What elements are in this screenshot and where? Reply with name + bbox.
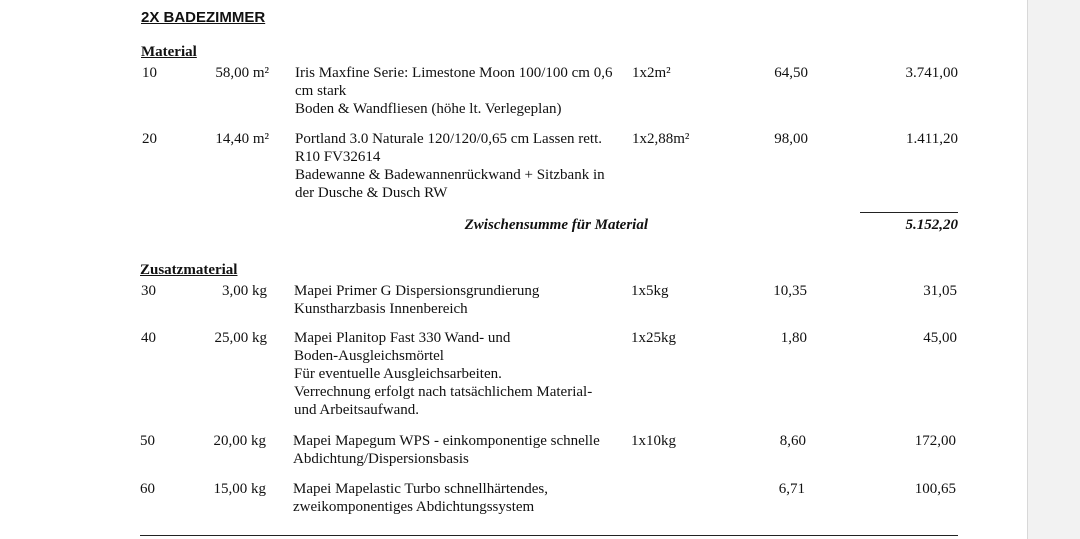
item-unit-price: 1,80 (780, 330, 807, 346)
item-description-line: Für eventuelle Ausgleichsarbeiten. (294, 366, 502, 382)
item-description-line: Mapei Mapelastic Turbo schnellhärtendes, (293, 481, 548, 497)
subtotal-value: 5.152,20 (905, 217, 958, 233)
item-description-line: der Dusche & Dusch RW (295, 185, 448, 201)
item-unit-price: 98,00 (774, 131, 808, 147)
page-edge (1027, 0, 1028, 539)
item-description-line: R10 FV32614 (295, 149, 381, 165)
item-total: 100,65 (914, 481, 956, 497)
item-description-line: Mapei Mapegum WPS - einkomponentige schnelle (293, 433, 600, 449)
item-package: 1x5kg (631, 283, 669, 299)
item-description-line: Badewanne & Badewannenrückwand + Sitzbank in (295, 167, 605, 183)
item-position: 30 (141, 283, 156, 299)
item-position: 20 (142, 131, 157, 147)
bottom-rule (140, 535, 958, 536)
document-title: 2X BADEZIMMER (141, 9, 266, 26)
item-description-line: Mapei Primer G Dispersionsgrundierung (294, 283, 540, 299)
item-total: 1.411,20 (906, 131, 958, 147)
item-total: 31,05 (923, 283, 957, 299)
item-description-line: Boden & Wandfliesen (höhe lt. Verlegeplan) (295, 101, 562, 117)
item-unit-price: 10,35 (773, 283, 807, 299)
item-quantity: 20,00 kg (213, 433, 266, 449)
item-description-line: cm stark (295, 83, 347, 99)
item-description-line: und Arbeitsaufwand. (294, 402, 419, 418)
item-description-line: Iris Maxfine Serie: Limestone Moon 100/100 cm 0,6 (295, 65, 613, 81)
item-position: 10 (142, 65, 157, 81)
item-description-line: Verrechnung erfolgt nach tatsächlichem Material- (294, 384, 593, 400)
item-unit-price: 64,50 (774, 65, 808, 81)
item-description-line: Kunstharzbasis Innenbereich (294, 301, 468, 317)
section-heading-zusatzmaterial: Zusatzmaterial (140, 262, 238, 278)
item-unit-price: 6,71 (778, 481, 805, 497)
item-quantity: 15,00 kg (213, 481, 266, 497)
item-description-line: Mapei Planitop Fast 330 Wand- und (294, 330, 511, 346)
section-heading-material: Material (141, 44, 197, 60)
item-package: 1x10kg (631, 433, 676, 449)
item-quantity: 14,40 m² (215, 131, 269, 147)
item-quantity: 3,00 kg (222, 283, 267, 299)
item-position: 60 (140, 481, 155, 497)
item-package: 1x25kg (631, 330, 676, 346)
item-position: 50 (140, 433, 155, 449)
subtotal-rule (860, 212, 958, 213)
item-description-line: zweikomponentiges Abdichtungssystem (293, 499, 535, 515)
item-description-line: Boden-Ausgleichsmörtel (294, 348, 444, 364)
item-quantity: 58,00 m² (215, 65, 269, 81)
item-description-line: Abdichtung/Dispersionsbasis (293, 451, 469, 467)
item-description-line: Portland 3.0 Naturale 120/120/0,65 cm Lassen rett. (295, 131, 603, 147)
item-position: 40 (141, 330, 156, 346)
item-unit-price: 8,60 (779, 433, 806, 449)
subtotal-label: Zwischensumme für Material (464, 217, 648, 233)
item-total: 172,00 (914, 433, 956, 449)
item-total: 3.741,00 (905, 65, 958, 81)
item-package: 1x2,88m² (632, 131, 690, 147)
item-total: 45,00 (923, 330, 957, 346)
item-package: 1x2m² (632, 65, 671, 81)
item-quantity: 25,00 kg (214, 330, 267, 346)
